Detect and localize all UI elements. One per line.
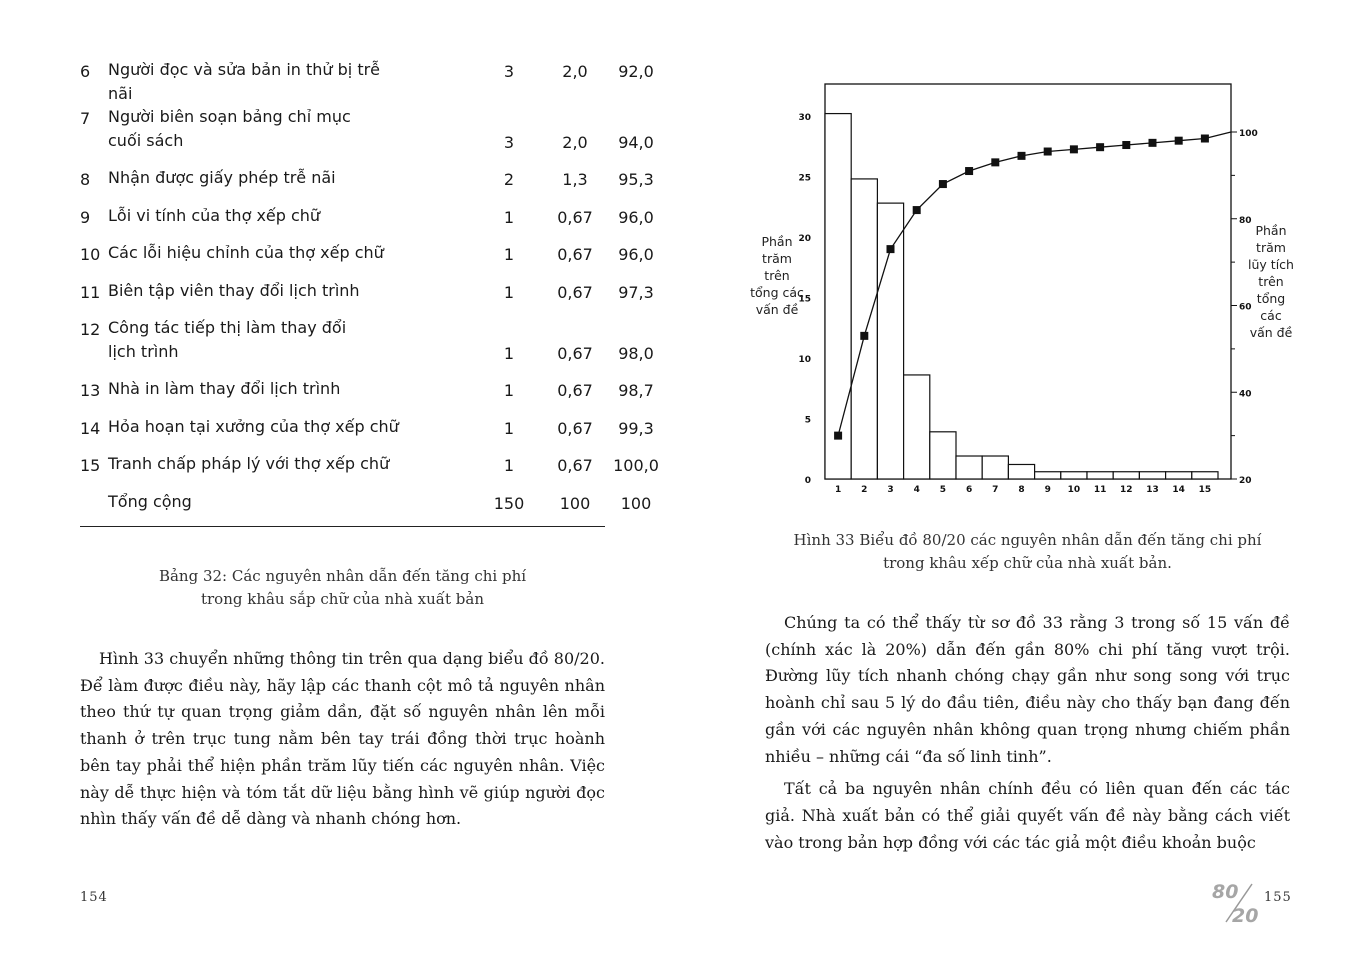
row-percent: 0,67 (557, 456, 593, 475)
bar-3 (877, 203, 903, 479)
chart-right-axis-label (1240, 222, 1302, 341)
row-cumulative: 96,0 (618, 208, 654, 227)
left-tick-label: 10 (798, 355, 811, 365)
row-count: 3 (503, 133, 515, 152)
row-cause (108, 490, 408, 514)
bar-8 (1008, 464, 1034, 479)
row-cause-line: Người đọc và sửa bản in thử bị trễ nãi (108, 60, 381, 103)
row-number: 12 (80, 320, 101, 339)
bar-9 (1035, 472, 1061, 479)
right-axis-label-line: trăm (1256, 240, 1286, 255)
logo-top-number: 80 (1212, 881, 1239, 903)
right-paragraphs (765, 610, 1290, 856)
left-axis-label-line: trăm (762, 251, 792, 266)
row-count: 1 (503, 283, 515, 302)
row-cumulative: 92,0 (618, 62, 654, 81)
row-percent: 0,67 (557, 245, 593, 264)
row-cause-line: Công tác tiếp thị làm thay đổi (108, 318, 347, 337)
cumulative-point-12 (1122, 141, 1130, 149)
row-cause-line: Lỗi vi tính của thợ xếp chữ (108, 206, 321, 225)
figure-caption-line1: Hình 33 Biểu đồ 80/20 các nguyên nhân dẫn đến tăng chi phí (793, 531, 1262, 549)
right-tick-label: 40 (1239, 389, 1252, 400)
cumulative-point-15 (1201, 135, 1209, 143)
row-count: 1 (503, 381, 515, 400)
category-label: 15 (1198, 485, 1212, 495)
category-label: 10 (1067, 485, 1081, 495)
bar-4 (904, 375, 930, 479)
cumulative-point-4 (913, 206, 921, 214)
row-cause (108, 241, 408, 265)
left-paragraph (80, 646, 605, 833)
row-cause (108, 316, 408, 364)
row-number: 10 (80, 245, 101, 264)
cumulative-point-13 (1149, 139, 1157, 147)
row-percent: 100 (559, 494, 591, 513)
row-percent: 2,0 (562, 133, 588, 152)
cumulative-point-7 (991, 158, 999, 166)
row-cumulative: 95,3 (618, 170, 654, 189)
row-cause-line: Các lỗi hiệu chỉnh của thợ xếp chữ (108, 243, 384, 262)
row-cumulative: 98,7 (618, 381, 654, 400)
left-axis-label-line: Phần (761, 234, 793, 249)
right-axis-label-line: vấn đề (1249, 325, 1293, 340)
category-label: 11 (1093, 485, 1107, 495)
table-caption-line1: Bảng 32: Các nguyên nhân dẫn đến tăng chi phí (158, 567, 527, 585)
category-label: 5 (939, 485, 947, 495)
category-label: 7 (992, 485, 999, 495)
bar-11 (1087, 472, 1113, 479)
chart-left-axis-label (742, 233, 812, 318)
row-count: 3 (503, 62, 515, 81)
left-tick-label: 20 (798, 234, 811, 244)
right-paragraph-1: Chúng ta có thể thấy từ sơ đồ 33 rằng 3 trong số 15 vấn đề (chính xác là 20%) dẫn đến gần 80% chi phí tăng vượt trội. Đường lũy tích nhanh chóng chạy gần như song song với trục hoành chỉ sau 5 lý do đầu tiên, điều này cho thấy bạn đang đến gần với các nguyên nhân không quan trọng nhưng chiếm phần nhiều – những cái “đa số linh tinh”. (765, 613, 1290, 766)
cumulative-point-5 (939, 180, 947, 188)
row-cause (108, 105, 408, 153)
right-tick-label: 80 (1239, 215, 1252, 226)
cumulative-point-8 (1018, 152, 1026, 160)
row-number: 13 (80, 381, 101, 400)
left-tick-label: 5 (804, 415, 811, 426)
row-count: 1 (503, 456, 515, 475)
table-caption (80, 565, 605, 611)
row-number: 7 (80, 109, 91, 128)
page-number-left: 154 (80, 890, 108, 905)
row-percent: 1,3 (562, 170, 588, 189)
cumulative-point-3 (887, 245, 895, 253)
row-cause-line: Nhà in làm thay đổi lịch trình (108, 379, 341, 398)
row-percent: 0,67 (557, 381, 593, 400)
row-cause (108, 166, 408, 190)
bar-14 (1166, 472, 1192, 479)
right-tick-label: 20 (1239, 476, 1252, 486)
figure-caption (740, 529, 1315, 575)
row-number: 14 (80, 419, 101, 438)
category-label: 13 (1146, 485, 1159, 495)
right-axis-label-line: các (1260, 308, 1282, 323)
category-label: 8 (1018, 485, 1025, 495)
row-count: 1 (503, 208, 515, 227)
left-tick-label: 30 (798, 113, 811, 123)
left-axis-label-line: vấn đề (755, 302, 799, 317)
bar-2 (851, 179, 877, 479)
80-20-logo (1210, 878, 1268, 926)
bar-7 (982, 456, 1008, 479)
category-label: 9 (1044, 485, 1051, 495)
row-count: 1 (503, 344, 515, 363)
row-cause-line: Tranh chấp pháp lý với thợ xếp chữ (108, 454, 390, 473)
left-paragraph-text: Hình 33 chuyển những thông tin trên qua dạng biểu đồ 80/20. Để làm được điều này, hãy lập các thanh cột mô tả nguyên nhân theo thứ tự quan trọng giảm dần, đặt số nguyên nhân lên mỗi thanh ở trên trục tung nằm bên tay trái đồng thời trục hoành bên tay phải thể hiện phần trăm lũy tiến các nguyên nhân. Việc này dễ thực hiện và tóm tắt dữ liệu bằng hình vẽ giúp người đọc nhìn thấy vấn đề dễ dàng và nhanh chóng hơn. (80, 649, 605, 829)
cumulative-point-11 (1096, 143, 1104, 151)
row-number: 15 (80, 456, 101, 475)
row-percent: 0,67 (557, 208, 593, 227)
figure-caption-line2: trong khâu xếp chữ của nhà xuất bản. (883, 554, 1172, 572)
pareto-chart (740, 70, 1300, 520)
category-label: 3 (887, 485, 894, 495)
cumulative-point-1 (834, 432, 842, 440)
cumulative-point-9 (1044, 148, 1052, 156)
row-cause-line: Người biên soạn bảng chỉ mục (108, 107, 351, 126)
row-cumulative: 100 (620, 494, 652, 513)
row-number: 6 (80, 62, 91, 81)
logo-bottom-number: 20 (1232, 905, 1259, 926)
row-cumulative: 99,3 (618, 419, 654, 438)
bar-15 (1192, 472, 1218, 479)
cumulative-point-2 (860, 332, 868, 340)
row-cause (108, 279, 408, 303)
row-cumulative: 98,0 (618, 344, 654, 363)
row-cumulative: 97,3 (618, 283, 654, 302)
row-cause-line: Biên tập viên thay đổi lịch trình (108, 281, 360, 300)
row-cause-line: Nhận được giấy phép trễ nãi (108, 168, 336, 187)
row-percent: 0,67 (557, 283, 593, 302)
right-axis-label-line: lũy tích (1248, 257, 1294, 272)
right-axis-label-line: Phần (1255, 223, 1287, 238)
row-count: 150 (493, 494, 525, 513)
row-cause (108, 377, 408, 401)
table-bottom-rule (80, 526, 605, 527)
row-cause-line: lịch trình (108, 342, 179, 361)
row-count: 1 (503, 245, 515, 264)
bar-1 (825, 114, 851, 479)
bar-12 (1113, 472, 1139, 479)
row-cause-line: Tổng cộng (108, 492, 192, 511)
category-label: 12 (1120, 485, 1133, 495)
left-axis-label-line: trên (764, 268, 790, 283)
row-number: 8 (80, 170, 91, 189)
right-axis-label-line: trên (1258, 274, 1284, 289)
right-paragraph-2: Tất cả ba nguyên nhân chính đều có liên quan đến các tác giả. Nhà xuất bản có thể giải quyết vấn đề này bằng cách viết vào trong bản hợp đồng với các tác giả một điều khoản buộc (765, 779, 1290, 852)
bar-5 (930, 432, 956, 479)
cumulative-point-10 (1070, 145, 1078, 153)
row-count: 2 (503, 170, 515, 189)
bar-6 (956, 456, 982, 479)
cumulative-point-6 (965, 167, 973, 175)
category-label: 1 (834, 485, 842, 495)
left-axis-label-line: tổng các (750, 285, 804, 300)
category-label: 14 (1172, 485, 1185, 495)
category-label: 4 (913, 485, 920, 495)
category-label: 2 (861, 485, 868, 495)
category-label: 6 (965, 485, 973, 495)
right-tick-label: 60 (1239, 302, 1252, 313)
right-tick-label: 100 (1239, 129, 1258, 139)
row-cause (108, 58, 408, 106)
cumulative-point-14 (1175, 137, 1183, 145)
row-percent: 0,67 (557, 419, 593, 438)
row-number: 11 (80, 283, 101, 302)
row-percent: 2,0 (562, 62, 588, 81)
row-cause-line: cuối sách (108, 131, 184, 150)
row-cumulative: 96,0 (618, 245, 654, 264)
row-cause-line: Hỏa hoạn tại xưởng của thợ xếp chữ (108, 417, 399, 436)
row-number: 9 (80, 208, 91, 227)
row-cause (108, 204, 408, 228)
right-axis-label-line: tổng (1256, 291, 1286, 306)
table-caption-line2: trong khâu sắp chữ của nhà xuất bản (200, 590, 484, 608)
bar-13 (1139, 472, 1165, 479)
page-number-right: 155 (1264, 890, 1292, 905)
row-count: 1 (503, 419, 515, 438)
row-cause (108, 452, 408, 476)
row-cause (108, 415, 408, 439)
bar-10 (1061, 472, 1087, 479)
row-percent: 0,67 (557, 344, 593, 363)
row-cumulative: 100,0 (613, 456, 659, 475)
left-tick-label: 15 (798, 294, 811, 305)
left-tick-label: 25 (798, 173, 811, 184)
left-tick-label: 0 (804, 476, 811, 486)
row-cumulative: 94,0 (618, 133, 654, 152)
